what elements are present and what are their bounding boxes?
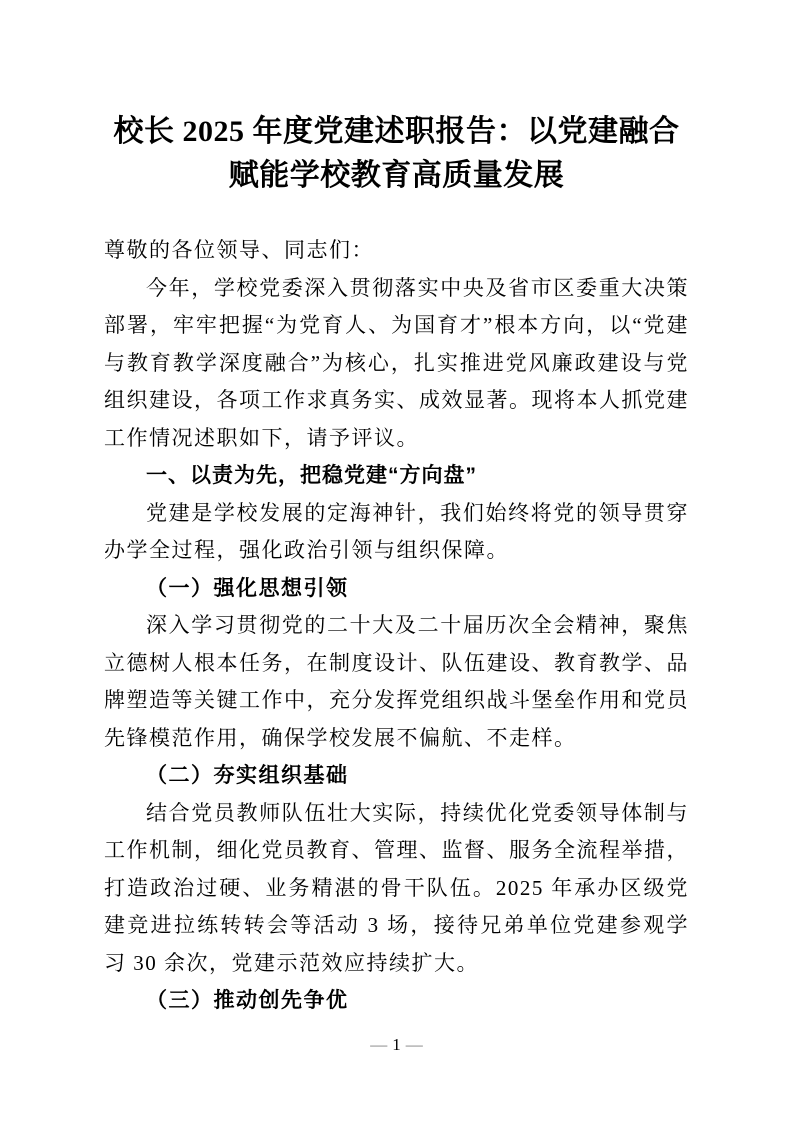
subsection-1-3-heading: （三）推动创先争优 bbox=[146, 988, 349, 1012]
subsection-1-2-body: 结合党员教师队伍壮大实际，持续优化党委领导体制与工作机制，细化党员教育、管理、监督、服务全流程举措，打造政治过硬、业务精湛的骨干队伍。2025 年承办区级党建竞进拉练转转会等活动 3 场，接待兄弟单位党建参观学习 30 余次，党建示范效应持续扩大。 bbox=[104, 800, 689, 975]
footer-dash-right: — bbox=[405, 1035, 423, 1054]
subsection-1-2-heading: （二）夯实组织基础 bbox=[146, 763, 349, 787]
subsection-1-1-heading: （一）强化思想引领 bbox=[146, 575, 349, 600]
page-number: 1 bbox=[392, 1035, 401, 1054]
section-1-heading: 一、以责为先，把稳党建“方向盘” bbox=[146, 464, 477, 487]
subsection-1-1-body: 深入学习贯彻党的二十大及二十届历次全会精神，聚焦立德树人根本任务，在制度设计、队伍建设、教育教学、品牌塑造等关键工作中，充分发挥党组织战斗堡垒作用和党员先锋模范作用，确保学校发展不偏航、不走样。 bbox=[104, 613, 689, 750]
page-footer bbox=[0, 1035, 793, 1055]
section-1-lead-paragraph: 党建是学校发展的定海神针，我们始终将党的领导贯穿办学全过程，强化政治引领与组织保障。 bbox=[104, 500, 689, 562]
document-title-line-2: 赋能学校教育高质量发展 bbox=[228, 159, 565, 192]
salutation: 尊敬的各位领导、同志们： bbox=[104, 238, 374, 262]
document-title-line-1: 校长 2025 年度党建述职报告：以党建融合 bbox=[113, 115, 680, 148]
footer-dash-left: — bbox=[370, 1035, 388, 1054]
intro-paragraph: 今年，学校党委深入贯彻落实中央及省市区委重大决策部署，牢牢把握“为党育人、为国育才”根本方向，以“党建与教育教学深度融合”为核心，扎实推进党风廉政建设与党组织建设，各项工作求真务实、成效显著。现将本人抓党建工作情况述职如下，请予评议。 bbox=[104, 275, 689, 450]
document-title bbox=[104, 110, 689, 198]
